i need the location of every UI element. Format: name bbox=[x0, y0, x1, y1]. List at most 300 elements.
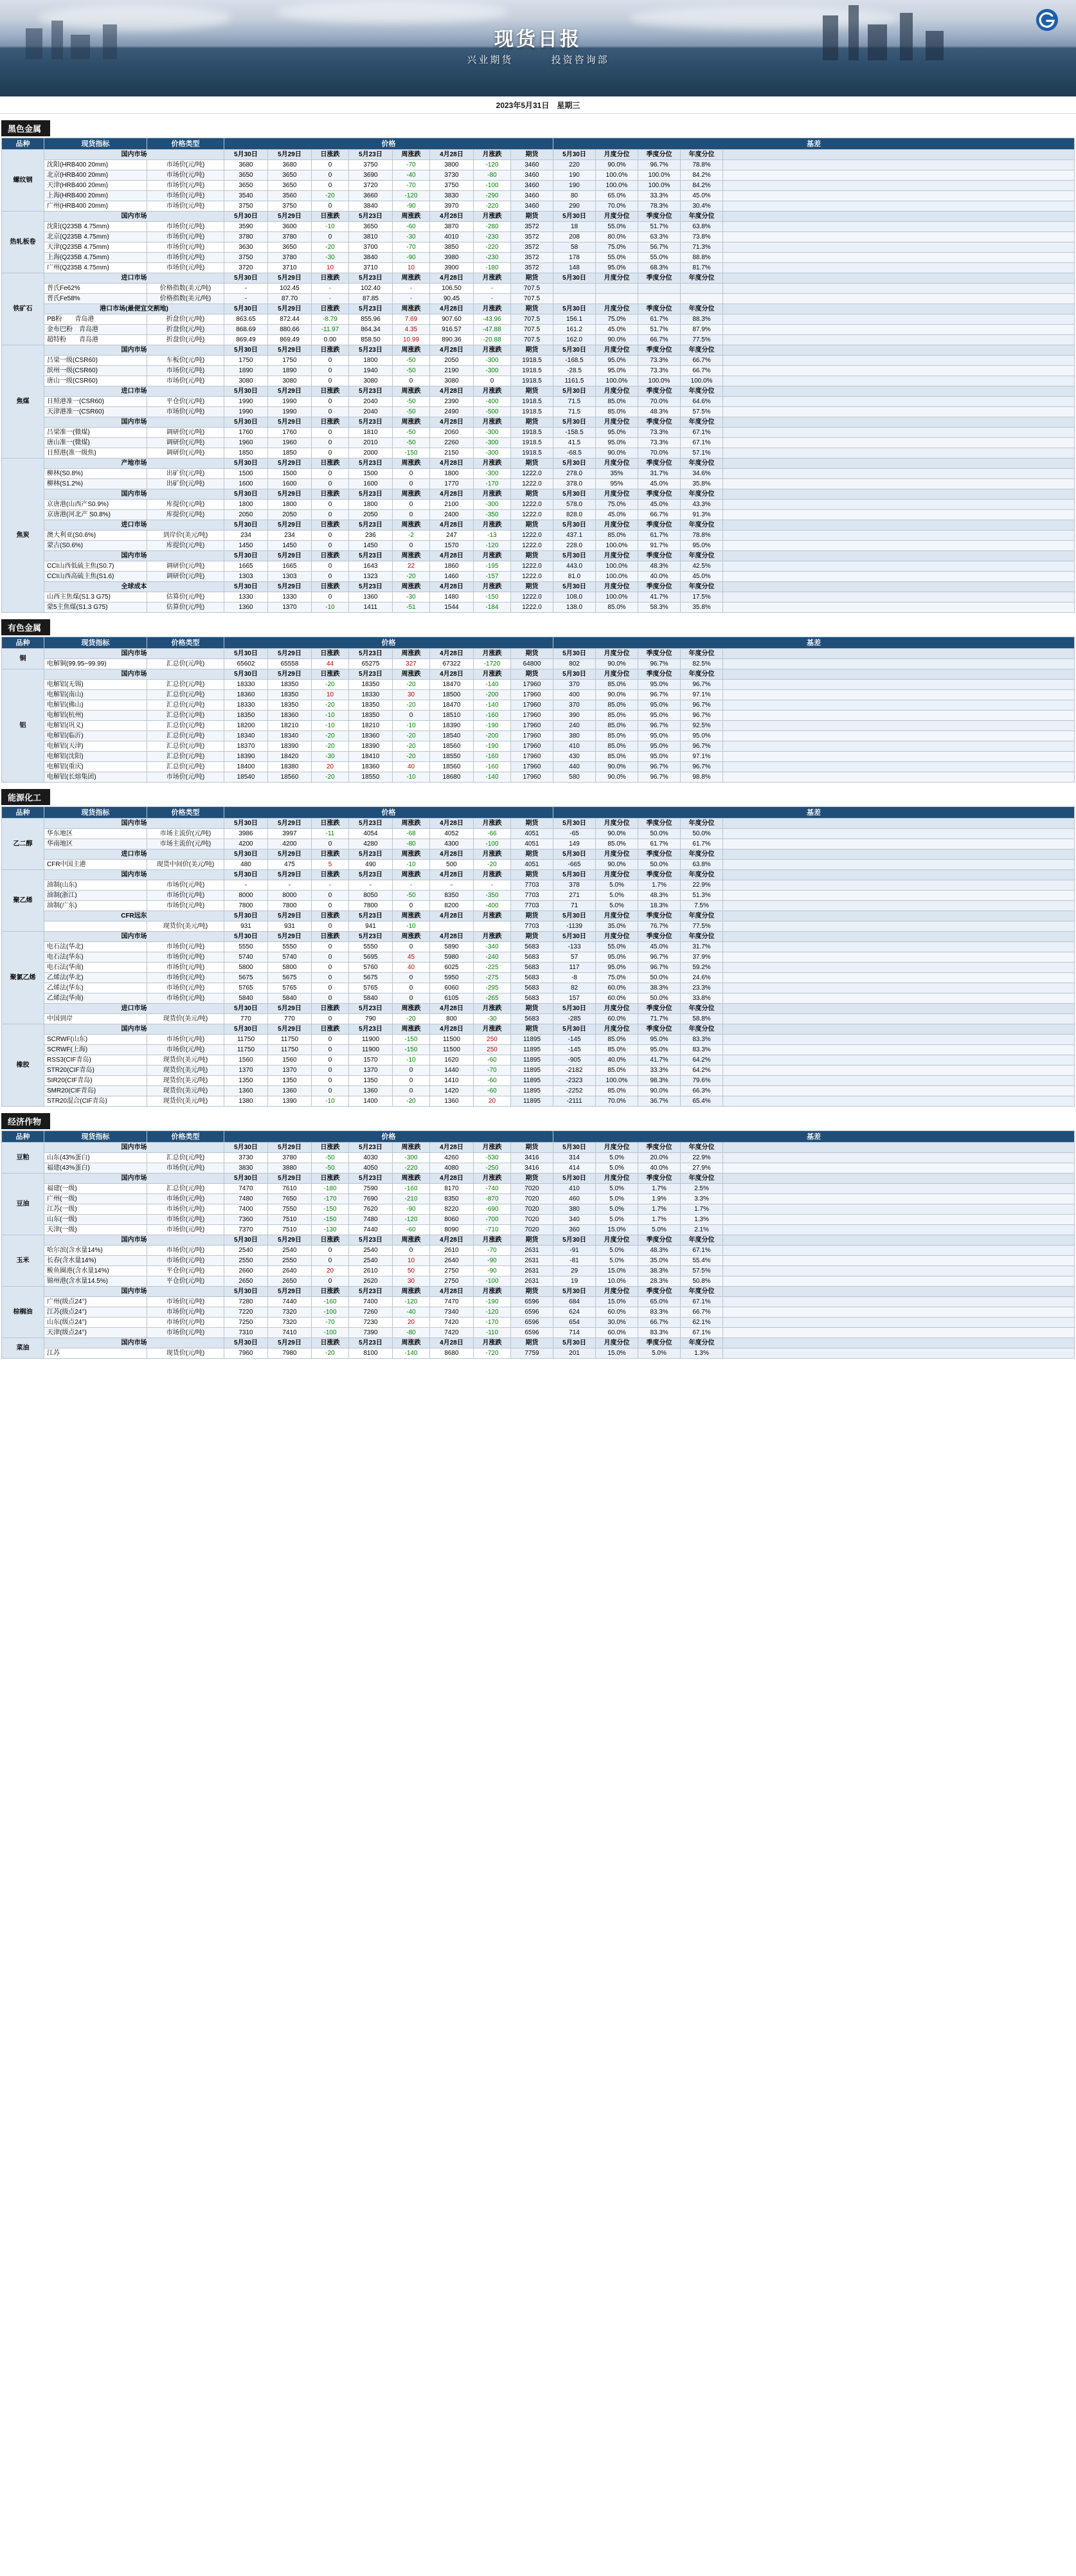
price-m1: 18390 bbox=[430, 721, 474, 731]
col-year-pct: 年度分位 bbox=[681, 1235, 723, 1246]
price-d0: 18330 bbox=[224, 680, 268, 690]
price-d1: 18360 bbox=[268, 711, 312, 721]
monthly-change: -160 bbox=[474, 762, 511, 772]
daily-change: -20 bbox=[312, 741, 349, 752]
price-d1: 8000 bbox=[268, 891, 312, 901]
org-name: 兴业期货 bbox=[467, 55, 514, 66]
col-futures: 期货 bbox=[511, 520, 553, 531]
monthly-change: -1720 bbox=[474, 659, 511, 669]
quarter-percentile: 5.0% bbox=[638, 1348, 681, 1359]
table-row bbox=[2, 891, 1075, 901]
spot-index-cell: RSS3(CIF青岛) bbox=[44, 1055, 147, 1066]
spot-index-cell: 电解铝(佛山) bbox=[44, 700, 147, 711]
col-d0: 5月30日 bbox=[224, 551, 268, 561]
price-m1: 1570 bbox=[430, 541, 474, 551]
basis-value: 580 bbox=[553, 772, 596, 783]
futures-price: 6596 bbox=[511, 1297, 553, 1307]
month-percentile: 100.0% bbox=[596, 181, 638, 191]
table-row bbox=[2, 829, 1075, 839]
monthly-change: 250 bbox=[474, 1045, 511, 1055]
price-d0: 1600 bbox=[224, 479, 268, 489]
col-futures: 期货 bbox=[511, 932, 553, 942]
futures-price: 5683 bbox=[511, 963, 553, 973]
price-d0: 3630 bbox=[224, 242, 268, 253]
basis-value: 290 bbox=[553, 201, 596, 212]
daily-change: 0 bbox=[312, 1086, 349, 1096]
spot-index-cell: 唐山准一(微煤) bbox=[44, 438, 147, 448]
col-basis-d: 5月30日 bbox=[553, 417, 596, 428]
price-d1: 3750 bbox=[268, 201, 312, 212]
band-pad bbox=[723, 669, 1075, 680]
col-futures: 期货 bbox=[511, 551, 553, 561]
col-year-pct: 年度分位 bbox=[681, 1024, 723, 1035]
col-d1: 5月29日 bbox=[268, 1143, 312, 1153]
weekly-change: -90 bbox=[393, 253, 430, 263]
band-pad bbox=[723, 1004, 1075, 1014]
year-percentile: 66.7% bbox=[681, 356, 723, 366]
row-pad bbox=[723, 891, 1075, 901]
price-d1: 87.70 bbox=[268, 294, 312, 304]
year-percentile: 45.0% bbox=[681, 191, 723, 201]
price-m1: 18500 bbox=[430, 690, 474, 700]
date-line: 2023年5月31日 星期三 bbox=[0, 96, 1076, 114]
col-mchg: 月涨跌 bbox=[474, 304, 511, 314]
futures-price: 1918.5 bbox=[511, 407, 553, 417]
row-pad bbox=[723, 438, 1075, 448]
quarter-percentile bbox=[638, 294, 681, 304]
monthly-change: -710 bbox=[474, 1225, 511, 1235]
table-row bbox=[2, 1348, 1075, 1359]
table-row bbox=[2, 839, 1075, 849]
price-type-cell: 汇总价(元/吨) bbox=[147, 1153, 224, 1163]
col-month-pct: 月度分位 bbox=[596, 417, 638, 428]
year-percentile: 30.4% bbox=[681, 201, 723, 212]
spot-index-cell: 京唐港(河北产 S0.8%) bbox=[44, 510, 147, 520]
year-percentile: 51.3% bbox=[681, 891, 723, 901]
spot-index-cell: 广州(级点24°) bbox=[44, 1297, 147, 1307]
month-percentile: 95.0% bbox=[596, 263, 638, 273]
variety-cell: 乙二醇 bbox=[2, 819, 44, 870]
weekly-change: -50 bbox=[393, 891, 430, 901]
section-title: 能源化工 bbox=[1, 789, 50, 805]
table-row bbox=[2, 741, 1075, 752]
daily-change: 0 bbox=[312, 921, 349, 932]
monthly-change: -340 bbox=[474, 942, 511, 952]
futures-price: 17960 bbox=[511, 752, 553, 762]
basis-value: 157 bbox=[553, 993, 596, 1004]
col-futures: 期货 bbox=[511, 458, 553, 469]
col-m1: 4月28日 bbox=[430, 911, 474, 921]
quarter-percentile: 95.0% bbox=[638, 731, 681, 741]
table-row bbox=[2, 711, 1075, 721]
band-pad bbox=[723, 849, 1075, 860]
col-d2: 5月23日 bbox=[349, 551, 393, 561]
price-type-cell: 市场价(元/吨) bbox=[147, 1225, 224, 1235]
col-dchg: 日涨跌 bbox=[312, 849, 349, 860]
price-type-cell: 汇总价(元/吨) bbox=[147, 721, 224, 731]
band-row bbox=[2, 1235, 1075, 1246]
year-percentile: 84.2% bbox=[681, 170, 723, 181]
price-m1: 1480 bbox=[430, 592, 474, 603]
weekly-change: -50 bbox=[393, 356, 430, 366]
weekly-change: -80 bbox=[393, 839, 430, 849]
table-row bbox=[2, 1328, 1075, 1338]
price-d1: 18340 bbox=[268, 731, 312, 741]
col-variety: 品种 bbox=[2, 807, 44, 819]
basis-value: 414 bbox=[553, 1163, 596, 1174]
price-type-cell: 汇总价(元/吨) bbox=[147, 690, 224, 700]
price-d0: 1450 bbox=[224, 541, 268, 551]
year-percentile: 95.0% bbox=[681, 541, 723, 551]
weekly-change: 22 bbox=[393, 561, 430, 572]
price-m1: 2610 bbox=[430, 1246, 474, 1256]
quarter-percentile: 66.7% bbox=[638, 1318, 681, 1328]
daily-change: 5 bbox=[312, 860, 349, 870]
year-percentile: 84.2% bbox=[681, 181, 723, 191]
row-pad bbox=[723, 829, 1075, 839]
col-year-pct: 年度分位 bbox=[681, 417, 723, 428]
basis-value: 108.0 bbox=[553, 592, 596, 603]
weekly-change: 10 bbox=[393, 263, 430, 273]
month-percentile: 15.0% bbox=[596, 1266, 638, 1276]
month-percentile: 95.0% bbox=[596, 952, 638, 963]
price-type-cell: 折盘价(元/吨) bbox=[147, 325, 224, 335]
quarter-percentile: 73.3% bbox=[638, 438, 681, 448]
col-futures: 期货 bbox=[511, 1174, 553, 1184]
price-d1: 880.66 bbox=[268, 325, 312, 335]
monthly-change: -200 bbox=[474, 690, 511, 700]
price-m1: 7470 bbox=[430, 1297, 474, 1307]
futures-price: 707.5 bbox=[511, 314, 553, 325]
col-dchg: 日涨跌 bbox=[312, 150, 349, 160]
daily-change: -10 bbox=[312, 711, 349, 721]
futures-price: 1222.0 bbox=[511, 541, 553, 551]
col-d1: 5月29日 bbox=[268, 304, 312, 314]
variety-cell: 焦炭 bbox=[2, 458, 44, 613]
col-year-pct: 年度分位 bbox=[681, 1338, 723, 1348]
band-row bbox=[2, 417, 1075, 428]
col-futures: 期货 bbox=[511, 649, 553, 659]
col-quarter-pct: 季度分位 bbox=[638, 819, 681, 829]
table-row bbox=[2, 603, 1075, 613]
month-percentile: 95.0% bbox=[596, 438, 638, 448]
quarter-percentile: 20.0% bbox=[638, 1153, 681, 1163]
daily-change: -100 bbox=[312, 1307, 349, 1318]
price-d0: 5550 bbox=[224, 942, 268, 952]
col-month-pct: 月度分位 bbox=[596, 489, 638, 500]
table-row bbox=[2, 1266, 1075, 1276]
spot-index-cell: 江苏 bbox=[44, 1348, 147, 1359]
col-quarter-pct: 季度分位 bbox=[638, 911, 681, 921]
band-row bbox=[2, 520, 1075, 531]
daily-change: -20 bbox=[312, 680, 349, 690]
col-basis-d: 5月30日 bbox=[553, 932, 596, 942]
price-d0: 868.69 bbox=[224, 325, 268, 335]
col-d0: 5月30日 bbox=[224, 520, 268, 531]
month-percentile: 5.0% bbox=[596, 1163, 638, 1174]
table-row bbox=[2, 963, 1075, 973]
year-percentile: 59.2% bbox=[681, 963, 723, 973]
table-row bbox=[2, 170, 1075, 181]
col-basis-d: 5月30日 bbox=[553, 458, 596, 469]
weekly-change: -20 bbox=[393, 752, 430, 762]
price-d1: 11750 bbox=[268, 1045, 312, 1055]
month-percentile: 90.0% bbox=[596, 772, 638, 783]
spot-index-cell: 福建(43%蛋白) bbox=[44, 1163, 147, 1174]
quarter-percentile: 1.7% bbox=[638, 1184, 681, 1194]
monthly-change: -220 bbox=[474, 242, 511, 253]
price-d2: 941 bbox=[349, 921, 393, 932]
table-row bbox=[2, 160, 1075, 170]
price-d0: 1330 bbox=[224, 592, 268, 603]
col-year-pct: 年度分位 bbox=[681, 489, 723, 500]
price-d2: 1450 bbox=[349, 541, 393, 551]
col-dchg: 日涨跌 bbox=[312, 669, 349, 680]
row-pad bbox=[723, 1318, 1075, 1328]
row-pad bbox=[723, 1348, 1075, 1359]
price-d2: 1810 bbox=[349, 428, 393, 438]
col-futures: 期货 bbox=[511, 1235, 553, 1246]
price-type-cell: 市场价(元/吨) bbox=[147, 963, 224, 973]
futures-price: 3572 bbox=[511, 242, 553, 253]
year-percentile: 100.0% bbox=[681, 376, 723, 386]
quarter-percentile: 48.3% bbox=[638, 561, 681, 572]
col-year-pct: 年度分位 bbox=[681, 386, 723, 397]
table-row bbox=[2, 222, 1075, 232]
month-percentile: 85.0% bbox=[596, 752, 638, 762]
daily-change: -20 bbox=[312, 700, 349, 711]
daily-change: -160 bbox=[312, 1297, 349, 1307]
col-month-pct: 月度分位 bbox=[596, 911, 638, 921]
col-futures: 期货 bbox=[511, 304, 553, 314]
monthly-change: -120 bbox=[474, 541, 511, 551]
row-pad bbox=[723, 1256, 1075, 1266]
col-quarter-pct: 季度分位 bbox=[638, 304, 681, 314]
price-d0: 18400 bbox=[224, 762, 268, 772]
band-label: 产地市场 bbox=[44, 458, 224, 469]
weekly-change: -50 bbox=[393, 366, 430, 376]
col-d0: 5月30日 bbox=[224, 1143, 268, 1153]
futures-price: 7020 bbox=[511, 1184, 553, 1194]
row-pad bbox=[723, 942, 1075, 952]
year-percentile: 57.5% bbox=[681, 1266, 723, 1276]
quarter-percentile: 100.0% bbox=[638, 170, 681, 181]
price-d0: 1360 bbox=[224, 1086, 268, 1096]
daily-change: 0 bbox=[312, 973, 349, 983]
price-d2: 864.34 bbox=[349, 325, 393, 335]
col-quarter-pct: 季度分位 bbox=[638, 582, 681, 592]
month-percentile: 100.0% bbox=[596, 170, 638, 181]
col-wchg: 周涨跌 bbox=[393, 1338, 430, 1348]
monthly-change: -140 bbox=[474, 700, 511, 711]
price-d0: 11750 bbox=[224, 1035, 268, 1045]
quarter-percentile: 66.7% bbox=[638, 510, 681, 520]
daily-change: 0 bbox=[312, 1256, 349, 1266]
daily-change: -11.97 bbox=[312, 325, 349, 335]
col-d2: 5月23日 bbox=[349, 417, 393, 428]
price-m1: 1544 bbox=[430, 603, 474, 613]
price-d1: 7440 bbox=[268, 1297, 312, 1307]
price-type-cell: 市场价(元/吨) bbox=[147, 1163, 224, 1174]
col-mchg: 月涨跌 bbox=[474, 551, 511, 561]
monthly-change: -20.88 bbox=[474, 335, 511, 345]
year-percentile: 22.9% bbox=[681, 1153, 723, 1163]
daily-change: 0 bbox=[312, 942, 349, 952]
price-type-cell: 现货价(元/吨) bbox=[147, 1348, 224, 1359]
col-quarter-pct: 季度分位 bbox=[638, 150, 681, 160]
monthly-change: -740 bbox=[474, 1184, 511, 1194]
col-d1: 5月29日 bbox=[268, 1235, 312, 1246]
price-d1: 3560 bbox=[268, 191, 312, 201]
col-basis-d: 5月30日 bbox=[553, 386, 596, 397]
col-d1: 5月29日 bbox=[268, 1338, 312, 1348]
col-wchg: 周涨跌 bbox=[393, 212, 430, 222]
row-pad bbox=[723, 1328, 1075, 1338]
price-d2: 7400 bbox=[349, 1297, 393, 1307]
table-row bbox=[2, 690, 1075, 700]
price-type-cell: 调研价(元/吨) bbox=[147, 448, 224, 458]
col-futures: 期货 bbox=[511, 911, 553, 921]
col-d1: 5月29日 bbox=[268, 849, 312, 860]
row-pad bbox=[723, 1225, 1075, 1235]
col-mchg: 月涨跌 bbox=[474, 386, 511, 397]
col-wchg: 周涨跌 bbox=[393, 489, 430, 500]
monthly-change: -700 bbox=[474, 1215, 511, 1225]
month-percentile: 5.0% bbox=[596, 880, 638, 891]
daily-change: 0 bbox=[312, 993, 349, 1004]
spot-index-cell: 电解铝(长熔集团) bbox=[44, 772, 147, 783]
col-d1: 5月29日 bbox=[268, 1004, 312, 1014]
month-percentile: 60.0% bbox=[596, 1014, 638, 1024]
price-d0: 8000 bbox=[224, 891, 268, 901]
year-percentile: 58.8% bbox=[681, 1014, 723, 1024]
spot-index-cell: 广州(一级) bbox=[44, 1194, 147, 1204]
basis-value: 380 bbox=[553, 1204, 596, 1215]
col-basis-d: 5月30日 bbox=[553, 273, 596, 284]
price-type-cell: 市场价(元/吨) bbox=[147, 181, 224, 191]
price-m1: 8200 bbox=[430, 901, 474, 911]
col-m1: 4月28日 bbox=[430, 150, 474, 160]
futures-price: 11895 bbox=[511, 1076, 553, 1086]
price-type-cell: 市场价(元/吨) bbox=[147, 973, 224, 983]
year-percentile: 42.5% bbox=[681, 561, 723, 572]
price-type-cell: 市场价(元/吨) bbox=[147, 1297, 224, 1307]
band-row bbox=[2, 932, 1075, 942]
band-pad bbox=[723, 212, 1075, 222]
year-percentile: 1.3% bbox=[681, 1215, 723, 1225]
price-d1: 1360 bbox=[268, 1086, 312, 1096]
table-row bbox=[2, 407, 1075, 417]
month-percentile: 75.0% bbox=[596, 242, 638, 253]
year-percentile: 57.1% bbox=[681, 448, 723, 458]
row-pad bbox=[723, 921, 1075, 932]
row-pad bbox=[723, 1066, 1075, 1076]
table-row bbox=[2, 680, 1075, 690]
col-d2: 5月23日 bbox=[349, 273, 393, 284]
col-wchg: 周涨跌 bbox=[393, 911, 430, 921]
row-pad bbox=[723, 170, 1075, 181]
month-percentile: 85.0% bbox=[596, 721, 638, 731]
row-pad bbox=[723, 1276, 1075, 1287]
year-percentile: 67.1% bbox=[681, 428, 723, 438]
monthly-change: -140 bbox=[474, 772, 511, 783]
col-d2: 5月23日 bbox=[349, 304, 393, 314]
futures-price: 7020 bbox=[511, 1215, 553, 1225]
price-d1: 3680 bbox=[268, 160, 312, 170]
col-basis-d: 5月30日 bbox=[553, 819, 596, 829]
monthly-change: -300 bbox=[474, 366, 511, 376]
row-pad bbox=[723, 952, 1075, 963]
col-wchg: 周涨跌 bbox=[393, 273, 430, 284]
col-m1: 4月28日 bbox=[430, 669, 474, 680]
table-row bbox=[2, 1194, 1075, 1204]
monthly-change: - bbox=[474, 284, 511, 294]
price-d2: 2540 bbox=[349, 1246, 393, 1256]
year-percentile: 23.3% bbox=[681, 983, 723, 993]
weekly-change: -160 bbox=[393, 1184, 430, 1194]
band-pad bbox=[723, 911, 1075, 921]
col-d0: 5月30日 bbox=[224, 649, 268, 659]
col-d2: 5月23日 bbox=[349, 669, 393, 680]
spot-index-cell: 广州(HRB400 20mm) bbox=[44, 201, 147, 212]
year-percentile bbox=[681, 294, 723, 304]
daily-change: 0 bbox=[312, 500, 349, 510]
quarter-percentile: 96.7% bbox=[638, 963, 681, 973]
year-percentile: 96.7% bbox=[681, 700, 723, 711]
col-quarter-pct: 季度分位 bbox=[638, 849, 681, 860]
row-pad bbox=[723, 1204, 1075, 1215]
year-percentile: 88.8% bbox=[681, 253, 723, 263]
col-wchg: 周涨跌 bbox=[393, 1004, 430, 1014]
row-pad bbox=[723, 1184, 1075, 1194]
monthly-change bbox=[474, 921, 511, 932]
row-pad bbox=[723, 1297, 1075, 1307]
table-row bbox=[2, 314, 1075, 325]
row-pad bbox=[723, 1096, 1075, 1107]
weekly-change: 4.35 bbox=[393, 325, 430, 335]
table-row bbox=[2, 942, 1075, 952]
price-d1: 3650 bbox=[268, 170, 312, 181]
band-pad bbox=[723, 150, 1075, 160]
col-futures: 期货 bbox=[511, 1287, 553, 1297]
quarter-percentile: 41.7% bbox=[638, 592, 681, 603]
price-d1: 18350 bbox=[268, 690, 312, 700]
price-d0: - bbox=[224, 284, 268, 294]
basis-value: 714 bbox=[553, 1328, 596, 1338]
price-d0: 7400 bbox=[224, 1204, 268, 1215]
quarter-percentile: 65.0% bbox=[638, 1297, 681, 1307]
quarter-percentile: 1.7% bbox=[638, 1215, 681, 1225]
month-percentile: 90.0% bbox=[596, 690, 638, 700]
quarter-percentile: 73.3% bbox=[638, 428, 681, 438]
row-pad bbox=[723, 1045, 1075, 1055]
col-year-pct: 年度分位 bbox=[681, 273, 723, 284]
price-m1: 18680 bbox=[430, 772, 474, 783]
daily-change: 0 bbox=[312, 1076, 349, 1086]
price-m1: 4010 bbox=[430, 232, 474, 242]
col-dchg: 日涨跌 bbox=[312, 582, 349, 592]
col-mchg: 月涨跌 bbox=[474, 911, 511, 921]
col-basis-d: 5月30日 bbox=[553, 1235, 596, 1246]
year-percentile: 67.1% bbox=[681, 438, 723, 448]
col-quarter-pct: 季度分位 bbox=[638, 1004, 681, 1014]
weekly-change: -50 bbox=[393, 407, 430, 417]
col-d2: 5月23日 bbox=[349, 819, 393, 829]
futures-price: 7759 bbox=[511, 1348, 553, 1359]
price-d0: 1303 bbox=[224, 572, 268, 582]
year-percentile: 7.5% bbox=[681, 901, 723, 911]
daily-change: 20 bbox=[312, 1266, 349, 1276]
